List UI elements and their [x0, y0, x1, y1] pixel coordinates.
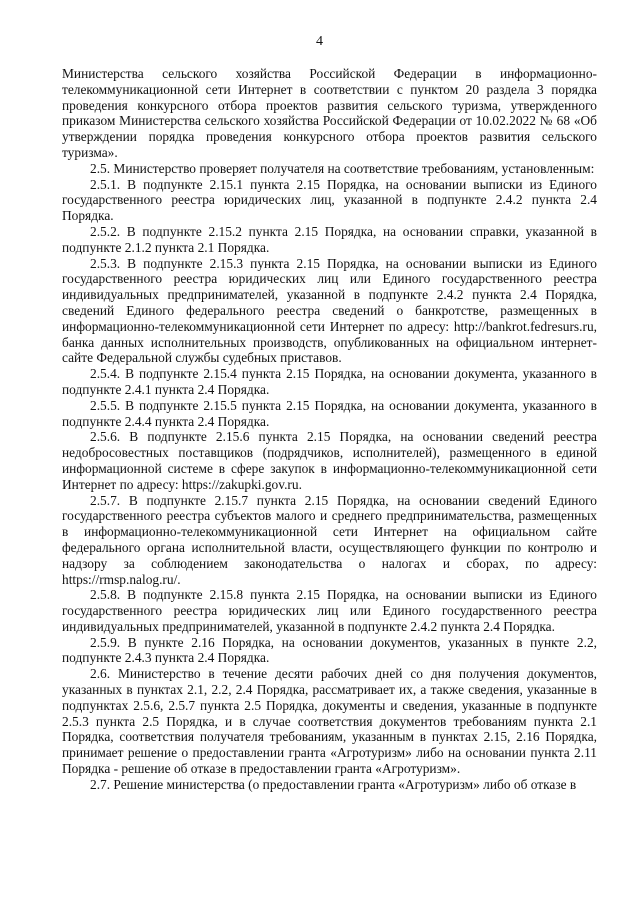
- paragraph-2-5-4: 2.5.4. В подпункте 2.15.4 пункта 2.15 Порядка, на основании документа, указанного в подпункте 2.4.1 пункта 2.4 Порядка.: [62, 366, 597, 397]
- paragraph-2-5-2: 2.5.2. В подпункте 2.15.2 пункта 2.15 Порядка, на основании справки, указанной в подпункте 2.1.2 пункта 2.1 Порядка.: [62, 223, 597, 255]
- document-body: [62, 66, 597, 793]
- paragraph-2-5-7: 2.5.7. В подпункте 2.15.7 пункта 2.15 Порядка, на основании сведений Единого государственного реестра субъектов малого и среднего предпринимательства, размещенных в информационно-телекоммуникационной сети Интернет на официальном сайте федерального органа исполнительной власти, осуществляющего функции по контролю и надзору за соблюдением законодательства о налогах и сборах, по адресу: https://rmsp.nalog.ru/.: [62, 492, 597, 587]
- page-number: 4: [316, 34, 323, 49]
- paragraph-2-5-6: 2.5.6. В подпункте 2.15.6 пункта 2.15 Порядка, на основании сведений реестра недобросовестных поставщиков (подрядчиков, исполнителей), размещенного в единой информационной системе в сфере закупок в информационно-телекоммуникационной сети Интернет по адресу: https://zakupki.gov.ru.: [62, 429, 597, 492]
- paragraph-2-5: 2.5. Министерство проверяет получателя на соответствие требованиям, установленным:: [90, 160, 595, 176]
- paragraph-2-5-8: 2.5.8. В подпункте 2.15.8 пункта 2.15 Порядка, на основании выписки из Единого государственного реестра юридических лиц или Единого государственного реестра индивидуальных предпринимателей, указанной в подпункте 2.4.2 пункта 2.4 Порядка.: [62, 587, 597, 634]
- paragraph-intro-continuation: Министерства сельского хозяйства Российской Федерации в информационно-телекоммуникационной сети Интернет в соответствии с пунктом 20 раздела 3 порядка проведения конкурсного отбора проектов развития сельского туризма, утвержденного приказом Министерства сельского хозяйства Российской Федерации от 10.02.2022 № 68 «Об утверждении порядка проведения конкурсного отбора проектов развития сельского туризма».: [62, 66, 597, 160]
- paragraph-2-5-1: 2.5.1. В подпункте 2.15.1 пункта 2.15 Порядка, на основании выписки из Единого государственного реестра юридических лиц, указанной в подпункте 2.4.2 пункта 2.4 Порядка.: [62, 176, 597, 224]
- paragraph-2-7: 2.7. Решение министерства (о предоставлении гранта «Агротуризм» либо об отказе в: [90, 776, 577, 792]
- paragraph-2-5-9: 2.5.9. В пункте 2.16 Порядка, на основании документов, указанных в пункте 2.2, подпункте 2.4.3 пункта 2.4 Порядка.: [62, 634, 597, 666]
- paragraph-2-5-5: 2.5.5. В подпункте 2.15.5 пункта 2.15 Порядка, на основании документа, указанного в подпункте 2.4.4 пункта 2.4 Порядка.: [62, 397, 597, 429]
- paragraph-2-6: 2.6. Министерство в течение десяти рабочих дней со дня получения документов, указанных в пунктах 2.1, 2.2, 2.4 Порядка, рассматривает их, а также сведения, указанные в подпунктах 2.5.6, 2.5.7 пункта 2.5 Порядка, документы и сведения, указанные в подпункте 2.5.3 пункта 2.5 Порядка, и в случае соответствия документов требованиям пункта 2.1 Порядка, соответствия получателя требованиям, указанным в пунктах 2.15, 2.16 Порядка, принимает решение о предоставлении гранта «Агротуризм» либо на основании пункта 2.11 Порядка - решение об отказе в предоставлении гранта «Агротуризм».: [62, 666, 597, 777]
- paragraph-2-5-3: 2.5.3. В подпункте 2.15.3 пункта 2.15 Порядка, на основании выписки из Единого государственного реестра юридических лиц или Единого государственного реестра индивидуальных предпринимателей, указанной в подпункте 2.4.2 пункта 2.4 Порядка, сведений Единого федерального реестра сведений о банкротстве, размещенных в информационно-телекоммуникационной сети Интернет по адресу: http://bankrot.fedresurs.ru, банка данных исполнительных производств, опубликованных на официальном интернет-сайте Федеральной службы судебных приставов.: [62, 255, 597, 366]
